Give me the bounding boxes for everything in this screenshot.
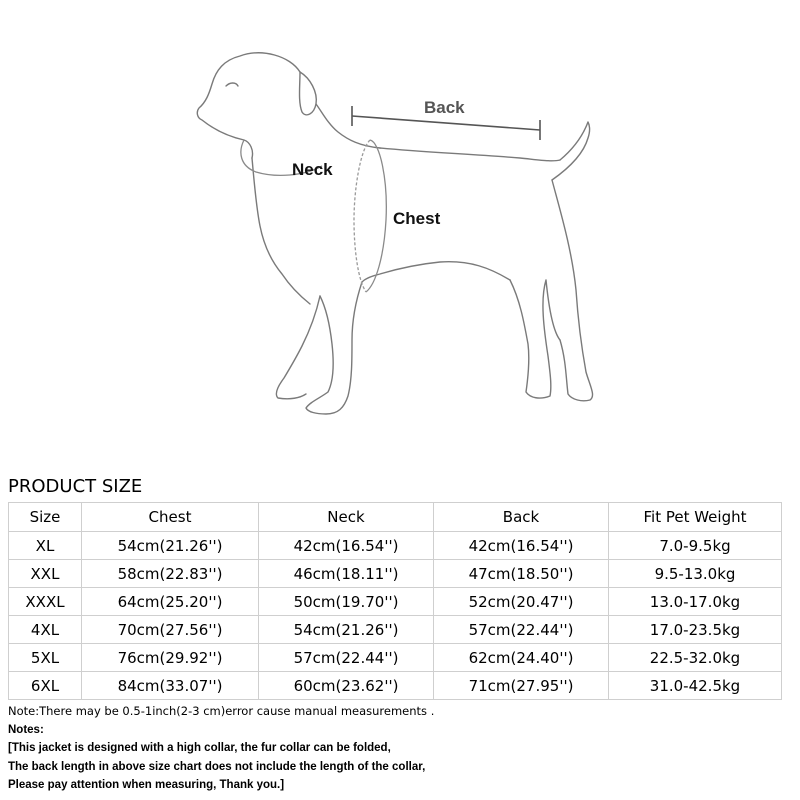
notes-section (8, 702, 788, 795)
dog-front-leg-front (276, 296, 320, 399)
back-measure-line (352, 116, 540, 130)
cell-neck: 46cm(18.11'') (259, 560, 434, 588)
dog-chest-front (252, 158, 310, 304)
cell-back: 42cm(16.54'') (434, 532, 609, 560)
cell-neck: 50cm(19.70'') (259, 588, 434, 616)
cell-chest: 76cm(29.92'') (82, 644, 259, 672)
cell-weight: 13.0-17.0kg (609, 588, 782, 616)
dog-rear-inner-leg (510, 280, 560, 398)
cell-back: 52cm(20.47'') (434, 588, 609, 616)
cell-neck: 54cm(21.26'') (259, 616, 434, 644)
table-row (9, 616, 782, 644)
cell-size: 5XL (9, 644, 82, 672)
header-back: Back (434, 503, 609, 532)
chest-label: Chest (393, 209, 441, 228)
dog-neck-back-outline (316, 104, 380, 148)
table-header-row (9, 503, 782, 532)
dog-belly-outline (362, 262, 510, 282)
notes-heading: Notes: (8, 723, 44, 736)
back-label: Back (424, 98, 465, 117)
cell-size: XL (9, 532, 82, 560)
cell-size: XXXL (9, 588, 82, 616)
table-row (9, 560, 782, 588)
cell-weight: 9.5-13.0kg (609, 560, 782, 588)
cell-chest: 64cm(25.20'') (82, 588, 259, 616)
cell-size: XXL (9, 560, 82, 588)
cell-chest: 70cm(27.56'') (82, 616, 259, 644)
dog-ear-outline (300, 72, 317, 115)
chest-measure-back (354, 140, 370, 292)
cell-weight: 22.5-32.0kg (609, 644, 782, 672)
table-row (9, 532, 782, 560)
cell-weight: 17.0-23.5kg (609, 616, 782, 644)
header-size: Size (9, 503, 82, 532)
product-size-title: PRODUCT SIZE (8, 476, 143, 497)
cell-chest: 54cm(21.26'') (82, 532, 259, 560)
cell-back: 47cm(18.50'') (434, 560, 609, 588)
dog-back-outline (380, 148, 560, 161)
cell-back: 62cm(24.40'') (434, 644, 609, 672)
dog-rear-leg-outline (552, 180, 593, 401)
notes-line-back-length: The back length in above size chart does not include the length of the collar, (8, 760, 426, 773)
dog-snout-detail (226, 83, 238, 86)
table-row (9, 588, 782, 616)
table-row (9, 644, 782, 672)
header-fit-pet-weight: Fit Pet Weight (609, 503, 782, 532)
notes-line-collar: [This jacket is designed with a high collar, the fur collar can be folded, (8, 742, 391, 754)
cell-weight: 31.0-42.5kg (609, 672, 782, 700)
cell-chest: 58cm(22.83'') (82, 560, 259, 588)
header-neck: Neck (259, 503, 434, 532)
table-row (9, 672, 782, 700)
cell-weight: 7.0-9.5kg (609, 532, 782, 560)
measurement-error-note: Note:There may be 0.5-1inch(2-3 cm)error cause manual measurements . (8, 704, 435, 718)
dog-tail-outline (552, 122, 590, 180)
cell-neck: 60cm(23.62'') (259, 672, 434, 700)
cell-back: 71cm(27.95'') (434, 672, 609, 700)
notes-line-thanks: Please pay attention when measuring, Thank you.] (8, 779, 285, 791)
cell-neck: 57cm(22.44'') (259, 644, 434, 672)
cell-size: 6XL (9, 672, 82, 700)
cell-chest: 84cm(33.07'') (82, 672, 259, 700)
cell-size: 4XL (9, 616, 82, 644)
neck-label: Neck (292, 160, 333, 179)
cell-neck: 42cm(16.54'') (259, 532, 434, 560)
chest-measure-front (366, 140, 386, 292)
header-chest: Chest (82, 503, 259, 532)
dog-head-outline (197, 53, 300, 158)
dog-front-leg-back (306, 282, 362, 414)
size-chart-table (8, 502, 782, 700)
cell-back: 57cm(22.44'') (434, 616, 609, 644)
